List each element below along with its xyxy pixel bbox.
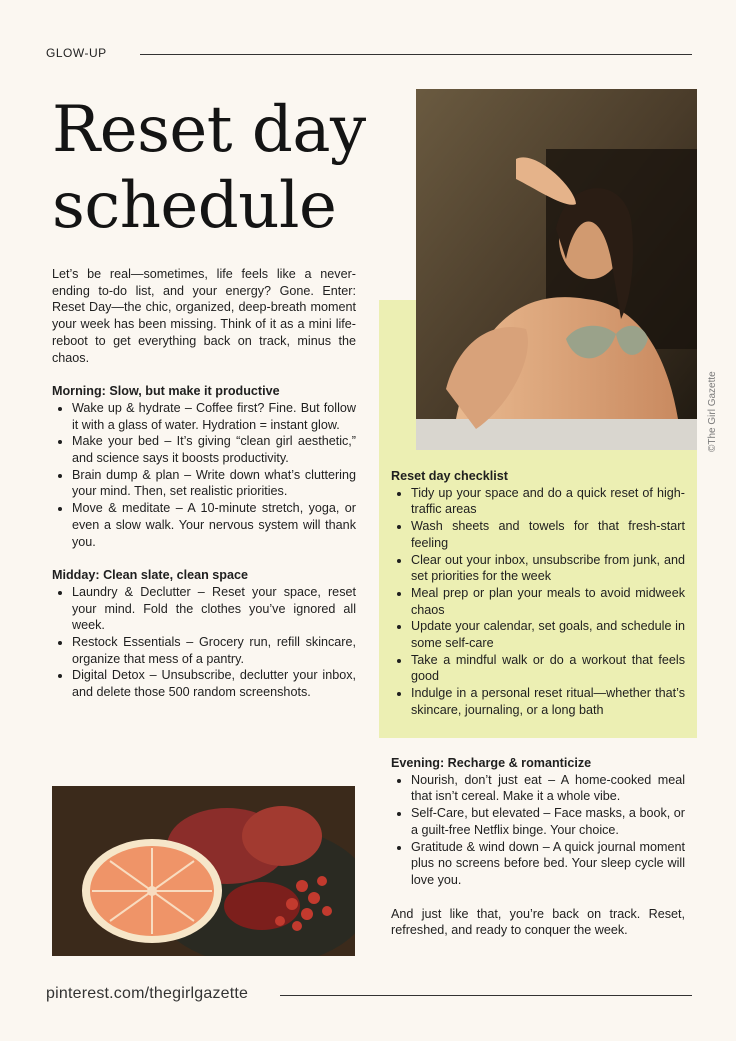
- fruit-photo: [52, 786, 355, 956]
- list-item: • Gratitude & wind down – A quick journal moment plus no screens before bed. Your sleep cycle will love you.: [411, 839, 685, 889]
- list-item: • Tidy up your space and do a quick reset of high-traffic areas: [411, 485, 685, 518]
- list-item: • Indulge in a personal reset ritual—whether that’s skincare, journaling, or a long bath: [411, 685, 685, 718]
- checklist-heading: Reset day checklist: [391, 469, 508, 483]
- list-item: • Update your calendar, set goals, and schedule in some self-care: [411, 618, 685, 651]
- checklist-list: [391, 485, 685, 719]
- list-item: • Nourish, don’t just eat – A home-cooked meal that isn’t cereal. Make it a whole vibe.: [411, 772, 685, 805]
- evening-column: [391, 755, 685, 939]
- left-column: [52, 266, 356, 701]
- list-item: • Move & meditate – A 10-minute stretch, yoga, or even a slow walk. Your nervous system will thank you.: [72, 500, 356, 550]
- list-item: • Wash sheets and towels for that fresh-start feeling: [411, 518, 685, 551]
- list-item: • Restock Essentials – Grocery run, refill skincare, organize that mess of a pantry.: [72, 634, 356, 667]
- evening-list: [391, 772, 685, 889]
- list-item: • Digital Detox – Unsubscribe, declutter your inbox, and delete those 500 random screenshots.: [72, 667, 356, 700]
- footer-divider: [280, 995, 692, 996]
- list-item: • Self-Care, but elevated – Face masks, a book, or a guilt-free Netflix binge. Your choice.: [411, 805, 685, 838]
- list-item: • Laundry & Declutter – Reset your space, reset your mind. Fold the clothes you’ve ignored all week.: [72, 584, 356, 634]
- list-item: • Meal prep or plan your meals to avoid midweek chaos: [411, 585, 685, 618]
- list-item: • Brain dump & plan – Write down what’s cluttering your mind. Then, set realistic priorities.: [72, 467, 356, 500]
- list-item: • Take a mindful walk or do a workout that feels good: [411, 652, 685, 685]
- page-title: Reset day schedule: [52, 93, 366, 243]
- list-item: • Clear out your inbox, unsubscribe from junk, and set priorities for the week: [411, 552, 685, 585]
- morning-list: [52, 400, 356, 550]
- copyright-watermark: ©The Girl Gazette: [707, 371, 718, 452]
- intro-paragraph: Let’s be real—sometimes, life feels like a never-ending to-do list, and your energy? Gone. Enter: Reset Day—the chic, organized, deep-breath moment your week has been missing. Think of it as a mini life-reboot to get everything back on track, minus the chaos.: [52, 267, 356, 365]
- woman-photo: [416, 89, 697, 450]
- list-item: • Wake up & hydrate – Coffee first? Fine. But follow it with a glass of water. Hydration = instant glow.: [72, 400, 356, 433]
- midday-heading: Midday: Clean slate, clean space: [52, 568, 248, 583]
- midday-list: [52, 584, 356, 701]
- evening-heading: Evening: Recharge & romanticize: [391, 756, 592, 770]
- closing-paragraph: And just like that, you’re back on track. Reset, refreshed, and ready to conquer the week.: [391, 906, 685, 938]
- header-divider: [140, 54, 692, 55]
- pinterest-link[interactable]: pinterest.com/thegirlgazette: [46, 985, 249, 1002]
- category-tag: GLOW-UP: [46, 46, 107, 60]
- morning-heading: Morning: Slow, but make it productive: [52, 384, 280, 399]
- checklist-column: [391, 468, 685, 719]
- list-item: • Make your bed – It’s giving “clean girl aesthetic,” and science says it boosts productivity.: [72, 433, 356, 466]
